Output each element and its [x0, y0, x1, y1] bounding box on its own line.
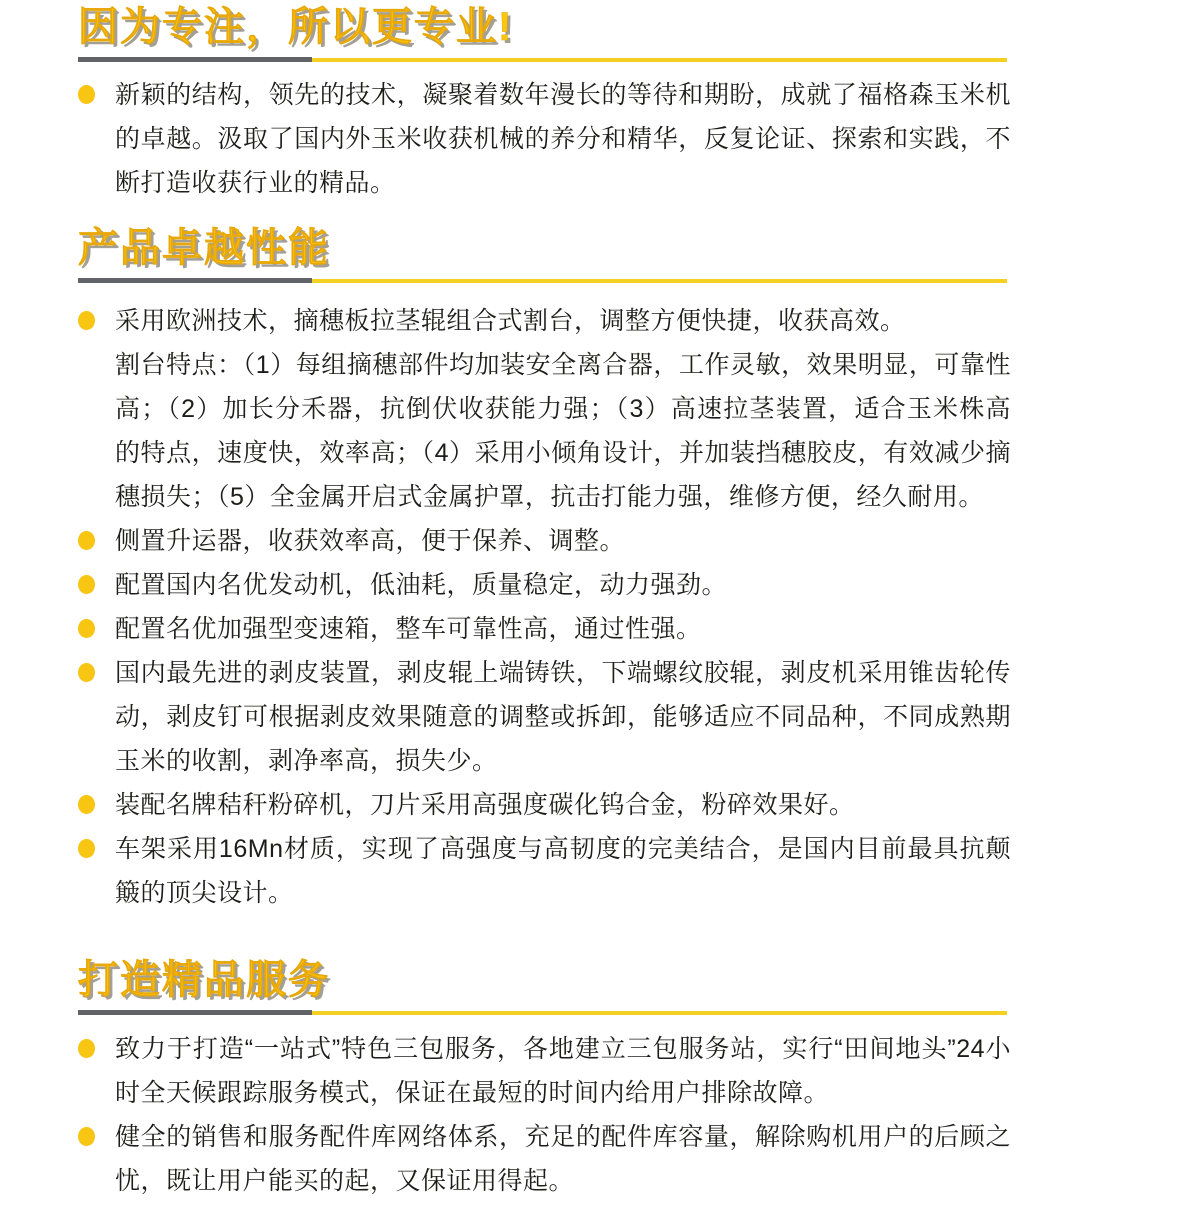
paragraph: 配置国内名优发动机，低油耗，质量稳定，动力强劲。	[115, 571, 728, 599]
paragraph: 车架采用16Mn材质，实现了高强度与高韧度的完美结合，是国内目前最具抗颠簸的顶尖设计。	[115, 835, 1011, 907]
list-item	[78, 519, 1011, 563]
bullet-dot-icon	[78, 1039, 95, 1058]
bullet-text	[115, 1115, 1011, 1203]
paragraph: 装配名牌秸秆粉碎机，刀片采用高强度碳化钨合金，粉碎效果好。	[115, 791, 855, 819]
bullet-text	[115, 1027, 1011, 1115]
bullet-text	[115, 519, 1011, 563]
underline-yellow-segment	[312, 279, 1007, 283]
bullet-dot-icon	[78, 531, 95, 550]
paragraph: 割台特点：（1）每组摘穗部件均加装安全离合器，工作灵敏，效果明显，可靠性高；（2）加长分禾器，抗倒伏收获能力强；（3）高速拉茎装置，适合玉米株高的特点，速度快，效率高；（4）采用小倾角设计，并加装挡穗胶皮，有效减少摘穗损失；（5）全金属开启式金属护罩，抗击打能力强，维修方便，经久耐用。	[115, 351, 1011, 511]
underline-dark-segment	[78, 57, 312, 62]
heading-underline	[78, 1010, 1007, 1015]
list-item	[78, 607, 1011, 651]
bullet-text	[115, 827, 1011, 915]
bullet-dot-icon	[78, 795, 95, 814]
paragraph: 新颖的结构，领先的技术，凝聚着数年漫长的等待和期盼，成就了福格森玉米机的卓越。汲取了国内外玉米收获机械的养分和精华，反复论证、探索和实践，不断打造收获行业的精品。	[115, 81, 1011, 197]
bullet-dot-icon	[78, 1127, 95, 1146]
bullet-list	[78, 73, 1011, 205]
bullet-list	[78, 1027, 1011, 1203]
bullet-list	[78, 299, 1011, 915]
list-item	[78, 827, 1011, 915]
section-product-performance	[78, 227, 1011, 915]
heading-underline	[78, 278, 1007, 283]
underline-dark-segment	[78, 1010, 312, 1015]
bullet-text	[115, 651, 1011, 783]
bullet-text	[115, 73, 1011, 205]
bullet-dot-icon	[78, 839, 95, 858]
list-item	[78, 651, 1011, 783]
list-item	[78, 73, 1011, 205]
bullet-text	[115, 563, 1011, 607]
paragraph: 国内最先进的剥皮装置，剥皮辊上端铸铁，下端螺纹胶辊，剥皮机采用锥齿轮传动，剥皮钉可根据剥皮效果随意的调整或拆卸，能够适应不同品种，不同成熟期玉米的收割，剥净率高，损失少。	[115, 659, 1011, 775]
paragraph: 采用欧洲技术，摘穗板拉茎辊组合式割台，调整方便快捷，收获高效。	[115, 307, 906, 335]
section-heading: 产品卓越性能	[78, 226, 330, 270]
list-item	[78, 1115, 1011, 1203]
underline-yellow-segment	[312, 1011, 1007, 1015]
section-why-focus	[78, 6, 1011, 205]
underline-yellow-segment	[312, 58, 1007, 62]
list-item	[78, 299, 1011, 519]
paragraph: 致力于打造“一站式”特色三包服务，各地建立三包服务站，实行“田间地头”24小时全天候跟踪服务模式，保证在最短的时间内给用户排除故障。	[115, 1035, 1011, 1107]
underline-dark-segment	[78, 278, 312, 283]
section-heading: 打造精品服务	[78, 958, 330, 1002]
paragraph: 健全的销售和服务配件库网络体系，充足的配件库容量，解除购机用户的后顾之忧，既让用户能买的起，又保证用得起。	[115, 1123, 1011, 1195]
list-item	[78, 563, 1011, 607]
bullet-dot-icon	[78, 85, 95, 104]
paragraph: 侧置升运器，收获效率高，便于保养、调整。	[115, 527, 626, 555]
bullet-dot-icon	[78, 663, 95, 682]
list-item	[78, 783, 1011, 827]
section-heading: 因为专注，所以更专业!	[78, 5, 514, 49]
bullet-dot-icon	[78, 619, 95, 638]
bullet-dot-icon	[78, 575, 95, 594]
bullet-text	[115, 299, 1011, 519]
paragraph: 配置名优加强型变速箱，整车可靠性高，通过性强。	[115, 615, 702, 643]
list-item	[78, 1027, 1011, 1115]
section-premium-service	[78, 959, 1011, 1203]
bullet-dot-icon	[78, 311, 95, 330]
bullet-text	[115, 607, 1011, 651]
bullet-text	[115, 783, 1011, 827]
heading-underline	[78, 57, 1007, 62]
